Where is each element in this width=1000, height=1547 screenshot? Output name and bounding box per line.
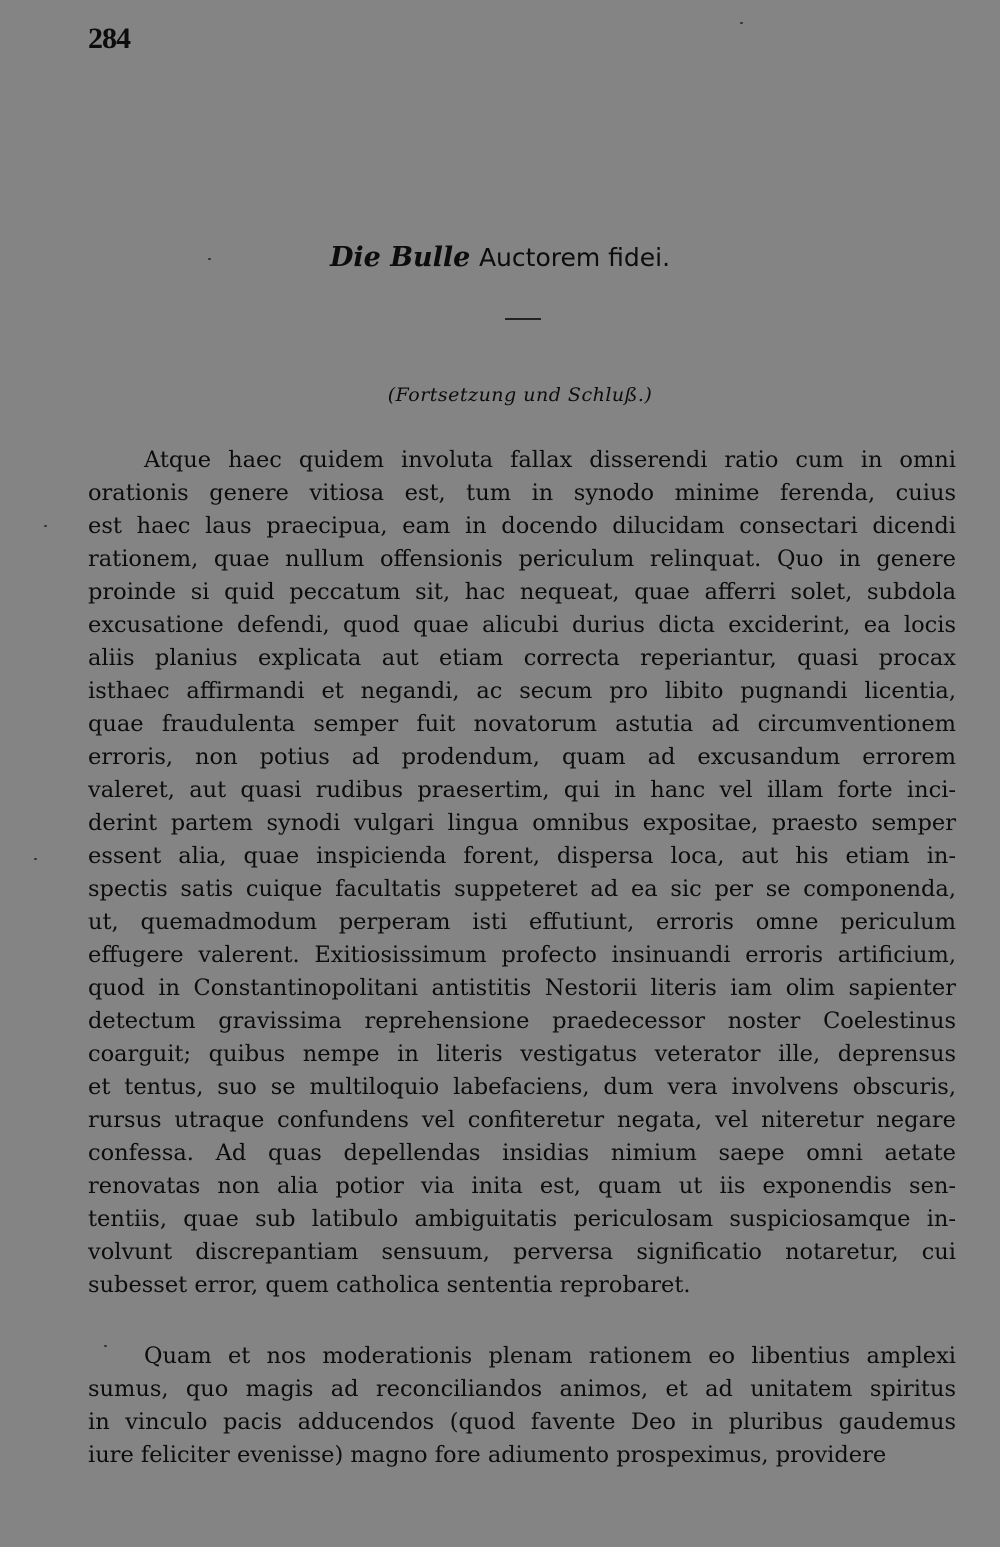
text-line: quae fraudulenta semper fuit novatorum astutia ad circumventionem <box>88 711 956 737</box>
paragraph-2 <box>88 1340 956 1472</box>
title-prefix: Die Bulle <box>329 242 471 273</box>
text-line: erroris, non potius ad prodendum, quam ad excusandum errorem <box>88 744 956 770</box>
text-line: subesset error, quem catholica sententia reprobaret. <box>88 1272 691 1298</box>
subtitle: (Fortsetzung und Schluß.) <box>387 384 653 406</box>
text-line: derint partem synodi vulgari lingua omnibus expositae, praesto semper <box>88 810 956 836</box>
text-line: in vinculo pacis adducendos (quod favente Deo in pluribus gaudemus <box>88 1409 956 1435</box>
text-line: confessa. Ad quas depellendas insidias nimium saepe omni aetate <box>88 1140 956 1166</box>
text-line: rationem, quae nullum offensionis periculum relinquat. Quo in genere <box>88 546 956 572</box>
text-line: effugere valerent. Exitiosissimum profecto insinuandi erroris artificium, <box>88 942 956 968</box>
text-line: Quam et nos moderationis plenam rationem eo libentius amplexi <box>144 1343 956 1369</box>
title-rule <box>505 318 541 320</box>
text-line: est haec laus praecipua, eam in docendo dilucidam consectari dicendi <box>88 513 956 539</box>
text-line: valeret, aut quasi rudibus praesertim, qui in hanc vel illam forte inci- <box>88 777 956 803</box>
text-line: orationis genere vitiosa est, tum in synodo minime ferenda, cuius <box>88 480 956 506</box>
print-speck <box>34 858 37 860</box>
text-line: spectis satis cuique facultatis suppeteret ad ea sic per se componenda, <box>88 876 956 902</box>
text-line: isthaec affirmandi et negandi, ac secum pro libito pugnandi licentia, <box>88 678 956 704</box>
print-speck <box>104 1345 107 1347</box>
text-line: coarguit; quibus nempe in literis vestigatus veterator ille, deprensus <box>88 1041 956 1067</box>
print-speck <box>208 258 211 260</box>
text-line: proinde si quid peccatum sit, hac nequeat, quae afferri solet, subdola <box>88 579 956 605</box>
print-speck <box>740 22 743 24</box>
text-line: ut, quemadmodum perperam isti effutiunt, erroris omne periculum <box>88 909 956 935</box>
text-line: Atque haec quidem involuta fallax disserendi ratio cum in omni <box>144 447 956 473</box>
text-line: volvunt discrepantiam sensuum, perversa significatio notaretur, cui <box>88 1239 956 1265</box>
page-number: 284 <box>88 22 130 55</box>
text-line: aliis planius explicata aut etiam correcta reperiantur, quasi procax <box>88 645 956 671</box>
text-line: rursus utraque confundens vel confiteretur negata, vel niteretur negare <box>88 1107 956 1133</box>
print-speck <box>44 525 47 527</box>
paragraph-1 <box>88 444 956 1302</box>
text-line: quod in Constantinopolitani antistitis Nestorii literis iam olim sapienter <box>88 975 956 1001</box>
page-title <box>0 240 1000 276</box>
text-line: essent alia, quae inspicienda forent, dispersa loca, aut his etiam in- <box>88 843 956 869</box>
title-name: Auctorem fidei. <box>478 243 671 272</box>
text-line: sumus, quo magis ad reconciliandos animos, et ad unitatem spiritus <box>88 1376 956 1402</box>
text-line: excusatione defendi, quod quae alicubi durius dicta exciderint, ea locis <box>88 612 956 638</box>
text-line: et tentus, suo se multiloquio labefaciens, dum vera involvens obscuris, <box>88 1074 956 1100</box>
text-line: iure feliciter evenisse) magno fore adiumento prospeximus, providere <box>88 1442 887 1468</box>
text-line: renovatas non alia potior via inita est, quam ut iis exponendis sen- <box>88 1173 956 1199</box>
text-line: detectum gravissima reprehensione praedecessor noster Coelestinus <box>88 1008 956 1034</box>
text-line: tentiis, quae sub latibulo ambiguitatis periculosam suspiciosamque in- <box>88 1206 956 1232</box>
